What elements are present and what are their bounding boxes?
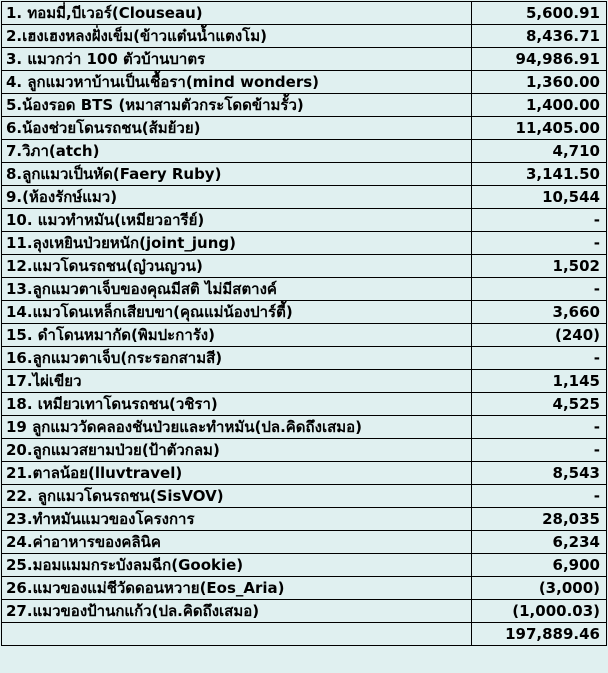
table-row (2, 393, 607, 416)
amount-cell[interactable]: 6,900 (472, 554, 607, 577)
case-name-cell[interactable]: 14.แมวโดนเหล็กเสียบขา(คุณแม่น้องปาร์ตี้) (2, 301, 472, 324)
table-row (2, 163, 607, 186)
case-name-cell[interactable]: 25.มอมแมมกระบังลมฉีก(Gookie) (2, 554, 472, 577)
case-name-cell[interactable]: 11.ลุงเหยินป่วยหนัก(joint_jung) (2, 232, 472, 255)
table-row (2, 25, 607, 48)
amount-cell[interactable]: 1,400.00 (472, 94, 607, 117)
total-row (2, 623, 607, 646)
total-label-cell[interactable] (2, 623, 472, 646)
table-row (2, 301, 607, 324)
case-name-cell[interactable]: 6.น้องช่วยโดนรถชน(ส้มย้วย) (2, 117, 472, 140)
table-row (2, 347, 607, 370)
table-row (2, 48, 607, 71)
case-name-cell[interactable]: 2.เฮงเฮงหลงฝั่งเข็ม(ข้าวแต๋นน้ำแตงโม) (2, 25, 472, 48)
case-name-cell[interactable]: 23.ทำหมันแมวของโครงการ (2, 508, 472, 531)
case-name-cell[interactable]: 16.ลูกแมวตาเจ็บ(กระรอกสามสี) (2, 347, 472, 370)
amount-cell[interactable]: (1,000.03) (472, 600, 607, 623)
case-name-cell[interactable]: 10. แมวทำหมัน(เหมียวอารีย์) (2, 209, 472, 232)
case-name-cell[interactable]: 1. ทอมมี่,บีเวอร์(Clouseau) (2, 2, 472, 25)
amount-cell[interactable]: (240) (472, 324, 607, 347)
amount-cell[interactable]: 10,544 (472, 186, 607, 209)
case-name-cell[interactable]: 7.วิภา(atch) (2, 140, 472, 163)
case-name-cell[interactable]: 20.ลูกแมวสยามป่วย(ป้าตัวกลม) (2, 439, 472, 462)
amount-cell[interactable]: 94,986.91 (472, 48, 607, 71)
table-row (2, 462, 607, 485)
table-row (2, 554, 607, 577)
amount-cell[interactable]: 8,543 (472, 462, 607, 485)
amount-cell[interactable]: - (472, 232, 607, 255)
case-name-cell[interactable]: 19 ลูกแมววัดคลองชันป่วยและทำหมัน(ปล.คิดถึงเสมอ) (2, 416, 472, 439)
amount-cell[interactable]: 3,660 (472, 301, 607, 324)
amount-cell[interactable]: - (472, 416, 607, 439)
case-name-cell[interactable]: 5.น้องรอด BTS (หมาสามตัวกระโดดข้ามรั้ว) (2, 94, 472, 117)
case-name-cell[interactable]: 18. เหมียวเทาโดนรถชน(วชิรา) (2, 393, 472, 416)
total-amount-cell[interactable]: 197,889.46 (472, 623, 607, 646)
amount-cell[interactable]: - (472, 485, 607, 508)
case-name-cell[interactable]: 27.แมวของป้านกแก้ว(ปล.คิดถึงเสมอ) (2, 600, 472, 623)
table-row (2, 324, 607, 347)
case-name-cell[interactable]: 22. ลูกแมวโดนรถชน(SisVOV) (2, 485, 472, 508)
table-row (2, 416, 607, 439)
amount-cell[interactable]: 28,035 (472, 508, 607, 531)
amount-cell[interactable]: - (472, 278, 607, 301)
amount-cell[interactable]: - (472, 439, 607, 462)
case-name-cell[interactable]: 24.ค่าอาหารของคลินิค (2, 531, 472, 554)
table-row (2, 531, 607, 554)
table-row (2, 140, 607, 163)
table-row (2, 117, 607, 140)
case-name-cell[interactable]: 15. ดำโดนหมากัด(พิมปะการัง) (2, 324, 472, 347)
amount-cell[interactable]: 5,600.91 (472, 2, 607, 25)
table-body (2, 2, 607, 646)
amount-cell[interactable]: 3,141.50 (472, 163, 607, 186)
amount-cell[interactable]: 1,360.00 (472, 71, 607, 94)
table-row (2, 71, 607, 94)
amount-cell[interactable]: 4,525 (472, 393, 607, 416)
table-row (2, 439, 607, 462)
amount-cell[interactable]: 1,502 (472, 255, 607, 278)
table-row (2, 577, 607, 600)
amount-cell[interactable]: - (472, 347, 607, 370)
case-name-cell[interactable]: 26.แมวของแม่ชีวัดดอนหวาย(Eos_Aria) (2, 577, 472, 600)
table-row (2, 94, 607, 117)
case-name-cell[interactable]: 13.ลูกแมวตาเจ็บของคุณมีสติ ไม่มีสตางค์ (2, 278, 472, 301)
donation-table (1, 1, 607, 646)
table-row (2, 232, 607, 255)
amount-cell[interactable]: 1,145 (472, 370, 607, 393)
table-row (2, 186, 607, 209)
amount-cell[interactable]: 11,405.00 (472, 117, 607, 140)
amount-cell[interactable]: - (472, 209, 607, 232)
case-name-cell[interactable]: 12.แมวโดนรถชน(ญ๋วนญวน) (2, 255, 472, 278)
table-row (2, 209, 607, 232)
table-row (2, 255, 607, 278)
amount-cell[interactable]: 6,234 (472, 531, 607, 554)
case-name-cell[interactable]: 17.ไผ่เขียว (2, 370, 472, 393)
case-name-cell[interactable]: 8.ลูกแมวเป็นหัด(Faery Ruby) (2, 163, 472, 186)
table-row (2, 485, 607, 508)
case-name-cell[interactable]: 4. ลูกแมวหาบ้านเป็นเชื้อรา(mind wonders) (2, 71, 472, 94)
amount-cell[interactable]: (3,000) (472, 577, 607, 600)
case-name-cell[interactable]: 21.ตาลน้อย(lluvtravel) (2, 462, 472, 485)
table-row (2, 508, 607, 531)
table-row (2, 600, 607, 623)
case-name-cell[interactable]: 9.(ห้องรักษ์แมว) (2, 186, 472, 209)
amount-cell[interactable]: 8,436.71 (472, 25, 607, 48)
case-name-cell[interactable]: 3. แมวกว่า 100 ตัวบ้านบาตร (2, 48, 472, 71)
table-row (2, 2, 607, 25)
table-row (2, 370, 607, 393)
table-row (2, 278, 607, 301)
amount-cell[interactable]: 4,710 (472, 140, 607, 163)
